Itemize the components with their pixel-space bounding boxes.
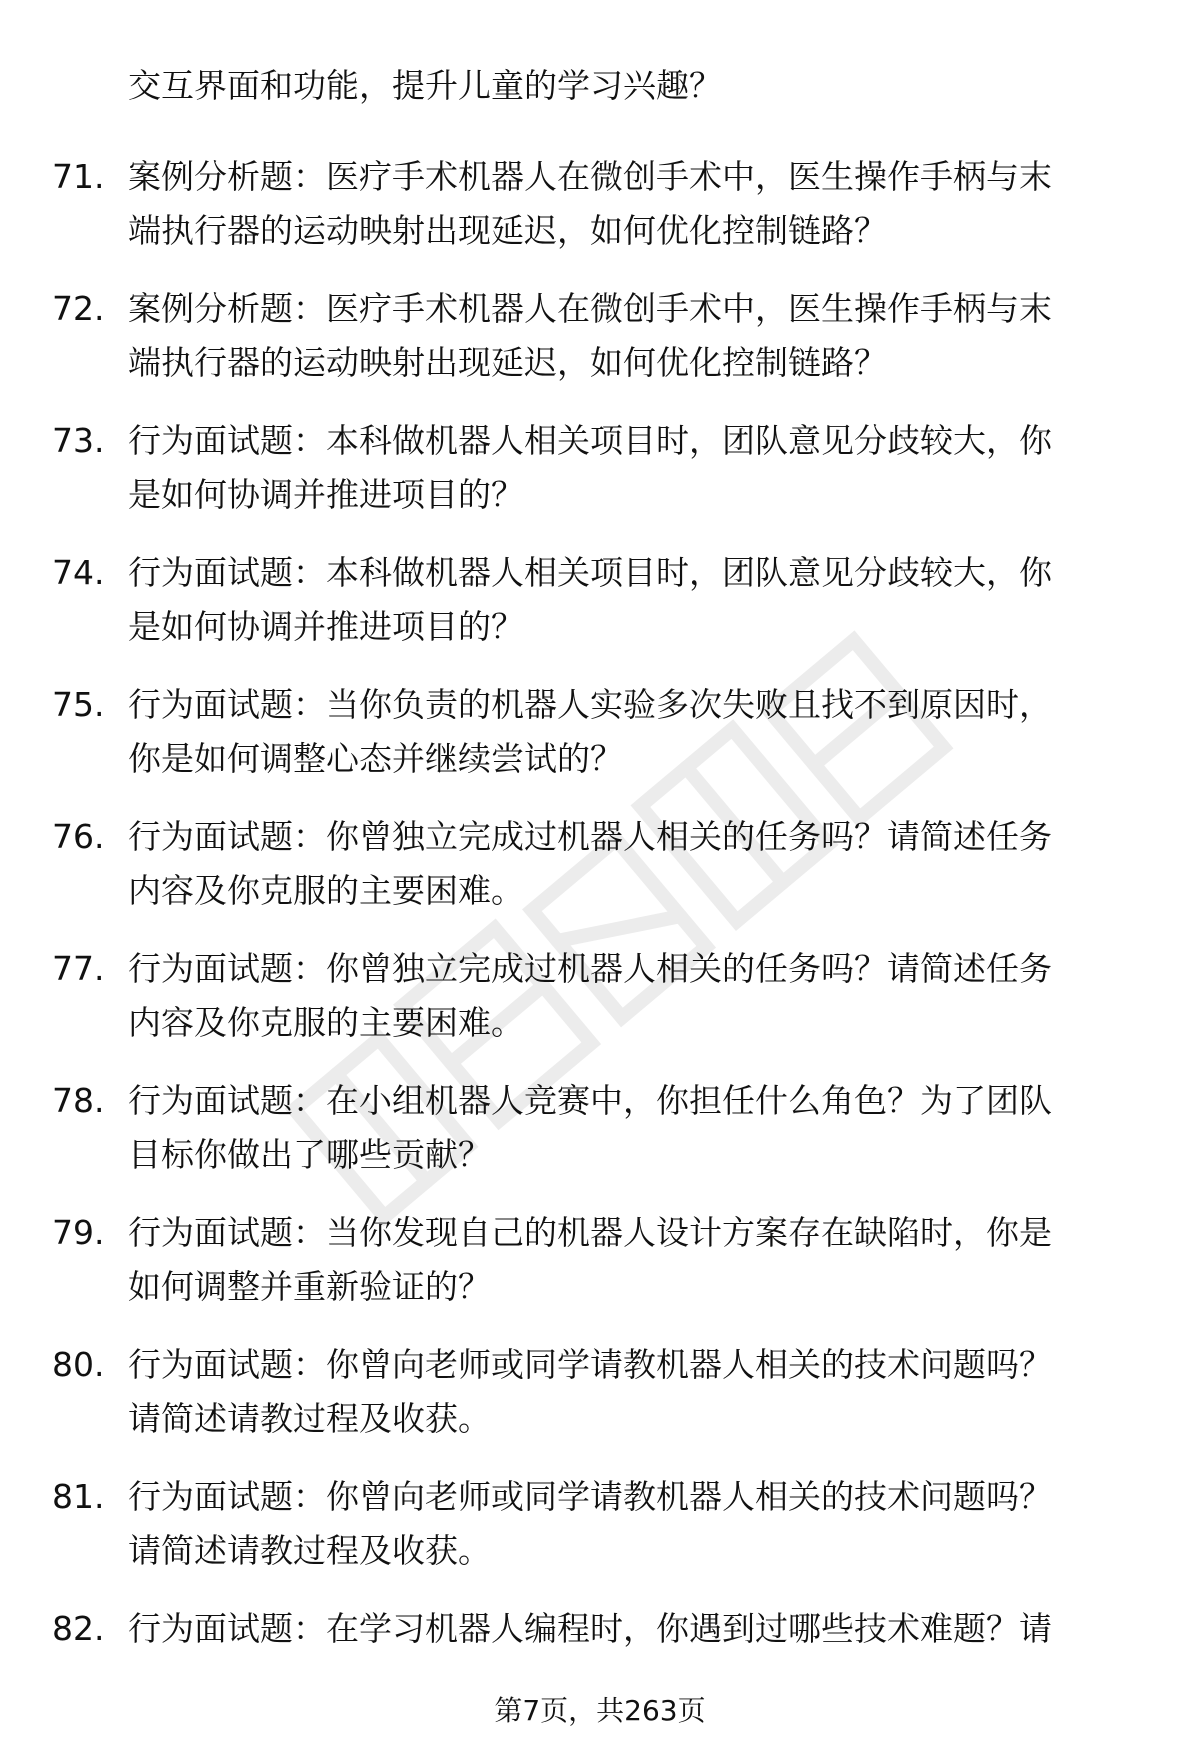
question-text-line-1: 行为面试题：你曾独立完成过机器人相关的任务吗？请简述任务 [128, 949, 1052, 988]
question-item [0, 546, 1200, 678]
question-number: 78. [52, 1081, 105, 1120]
question-text-line-2: 是如何协调并推进项目的？ [128, 607, 524, 646]
question-text-line-2: 目标你做出了哪些贡献？ [128, 1135, 491, 1174]
question-text-line-2: 内容及你克服的主要困难。 [128, 1003, 524, 1042]
question-number: 74. [52, 553, 105, 592]
question-text-line-1: 行为面试题：在学习机器人编程时，你遇到过哪些技术难题？请 [128, 1609, 1052, 1648]
question-item [0, 1338, 1200, 1470]
continuation-text: 交互界面和功能，提升儿童的学习兴趣？ [128, 66, 722, 105]
question-text-line-2: 请简述请教过程及收获。 [128, 1531, 491, 1570]
question-text-line-1: 案例分析题：医疗手术机器人在微创手术中，医生操作手柄与末 [128, 289, 1052, 328]
question-item [0, 810, 1200, 942]
question-item [0, 678, 1200, 810]
question-item [0, 282, 1200, 414]
question-item [0, 1206, 1200, 1338]
question-item [0, 150, 1200, 282]
question-text-line-1: 行为面试题：当你发现自己的机器人设计方案存在缺陷时，你是 [128, 1213, 1052, 1252]
question-text-line-2: 端执行器的运动映射出现延迟，如何优化控制链路？ [128, 211, 887, 250]
question-text-line-1: 行为面试题：你曾向老师或同学请教机器人相关的技术问题吗？ [128, 1477, 1052, 1516]
question-number: 81. [52, 1477, 105, 1516]
question-number: 79. [52, 1213, 105, 1252]
question-text-line-1: 行为面试题：在小组机器人竞赛中，你担任什么角色？为了团队 [128, 1081, 1052, 1120]
question-text-line-1: 行为面试题：本科做机器人相关项目时，团队意见分歧较大，你 [128, 421, 1052, 460]
question-item [0, 942, 1200, 1074]
question-number: 72. [52, 289, 105, 328]
question-number: 80. [52, 1345, 105, 1384]
question-item [0, 414, 1200, 546]
question-number: 75. [52, 685, 105, 724]
question-number: 71. [52, 157, 105, 196]
page-footer: 第7页，共263页 [494, 1694, 706, 1727]
question-text-line-1: 行为面试题：当你负责的机器人实验多次失败且找不到原因时， [128, 685, 1052, 724]
question-number: 73. [52, 421, 105, 460]
question-item [0, 1470, 1200, 1602]
question-number: 76. [52, 817, 105, 856]
question-text-line-1: 行为面试题：你曾独立完成过机器人相关的任务吗？请简述任务 [128, 817, 1052, 856]
question-text-line-1: 行为面试题：你曾向老师或同学请教机器人相关的技术问题吗？ [128, 1345, 1052, 1384]
question-text-line-1: 行为面试题：本科做机器人相关项目时，团队意见分歧较大，你 [128, 553, 1052, 592]
question-text-line-1: 案例分析题：医疗手术机器人在微创手术中，医生操作手柄与末 [128, 157, 1052, 196]
question-list [0, 150, 1200, 1734]
question-text-line-2: 你是如何调整心态并继续尝试的？ [128, 739, 623, 778]
question-text-line-2: 端执行器的运动映射出现延迟，如何优化控制链路？ [128, 343, 887, 382]
question-item [0, 1074, 1200, 1206]
question-text-line-2: 如何调整并重新验证的？ [128, 1267, 491, 1306]
question-number: 82. [52, 1609, 105, 1648]
question-number: 77. [52, 949, 105, 988]
question-text-line-2: 内容及你克服的主要困难。 [128, 871, 524, 910]
question-text-line-2: 是如何协调并推进项目的？ [128, 475, 524, 514]
question-text-line-2: 请简述请教过程及收获。 [128, 1399, 491, 1438]
